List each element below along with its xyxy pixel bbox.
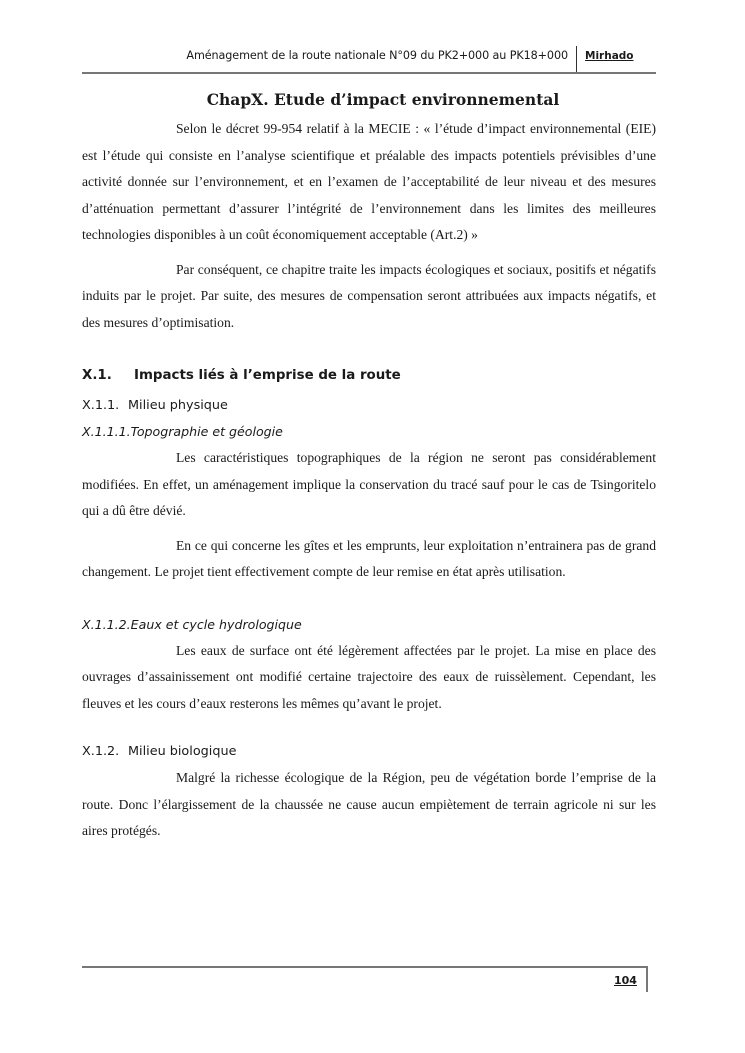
page-number: 104 bbox=[614, 974, 637, 987]
subsection-number: X.1.2. bbox=[82, 744, 120, 759]
page-content bbox=[82, 90, 656, 845]
footer-rule bbox=[82, 966, 648, 968]
subsection-heading-x11 bbox=[82, 393, 656, 419]
biologique-paragraph: Malgré la richesse écologique de la Région, peu de végétation borde l’emprise de la route. Donc l’élargissement de la chaussée ne cause aucun empiètement de terrain agricole ni sur les aires protégés. bbox=[82, 770, 656, 838]
header-rule bbox=[82, 72, 656, 74]
chapter-title: ChapX. Etude d’impact environnemental bbox=[206, 90, 560, 109]
section-number: X.1. bbox=[82, 368, 112, 383]
intro-paragraph-2: Par conséquent, ce chapitre traite les impacts écologiques et sociaux, positifs et négatifs induits par le projet. Par suite, des mesures de compensation seront attribuées aux impacts négatifs, et des mesures d’optimisation. bbox=[82, 261, 656, 330]
header-separator bbox=[576, 46, 577, 74]
subsection-heading-x12 bbox=[82, 739, 656, 765]
subsection-title: Milieu biologique bbox=[128, 744, 237, 759]
section-heading-x1 bbox=[82, 361, 656, 391]
subsubsection-heading-x1112: X.1.1.2.Eaux et cycle hydrologique bbox=[82, 616, 302, 632]
header-brand: Mirhado bbox=[585, 50, 634, 62]
subsection-title: Milieu physique bbox=[128, 398, 228, 413]
footer-bar bbox=[646, 966, 648, 992]
topographie-paragraph-1: Les caractéristiques topographiques de la région ne seront pas considérablement modifiées. En effet, un aménagement implique la conservation du tracé sauf pour le cas de Tsingoritelo qui a dû être dévié. bbox=[82, 450, 656, 518]
subsubsection-heading-x1111: X.1.1.1.Topographie et géologie bbox=[82, 424, 283, 439]
section-title: Impacts liés à l’emprise de la route bbox=[134, 368, 401, 383]
intro-paragraph-1: Selon le décret 99-954 relatif à la MECIE : « l’étude d’impact environnemental (EIE) est l’étude qui consiste en l’analyse scientifique et préalable des impacts potentiels prévisibles d’une activité donnée sur l’environnement, et en l’examen de l’acceptabilité de leur niveau et des mesures d’atténuation permettant d’assurer l’intégrité de l’environnement dans les limites des meilleures technologies disponibles à un coût économiquement acceptable (Art.2) » bbox=[82, 121, 656, 242]
topographie-paragraph-2: En ce qui concerne les gîtes et les emprunts, leur exploitation n’entrainera pas de grand changement. Le projet tient effectivement compte de leur remise en état après utilisation. bbox=[82, 537, 656, 579]
header-title: Aménagement de la route nationale N°09 du PK2+000 au PK18+000 bbox=[186, 49, 568, 62]
subsection-number: X.1.1. bbox=[82, 398, 120, 413]
page-header bbox=[82, 46, 656, 72]
eaux-paragraph: Les eaux de surface ont été légèrement affectées par le projet. La mise en place des ouvrages d’assainissement ont modifié certaine trajectoire des eaux de ruissèlement. Cependant, les fleuves et les cours d’eaux resterons les mêmes qu’avant le projet. bbox=[82, 642, 656, 711]
